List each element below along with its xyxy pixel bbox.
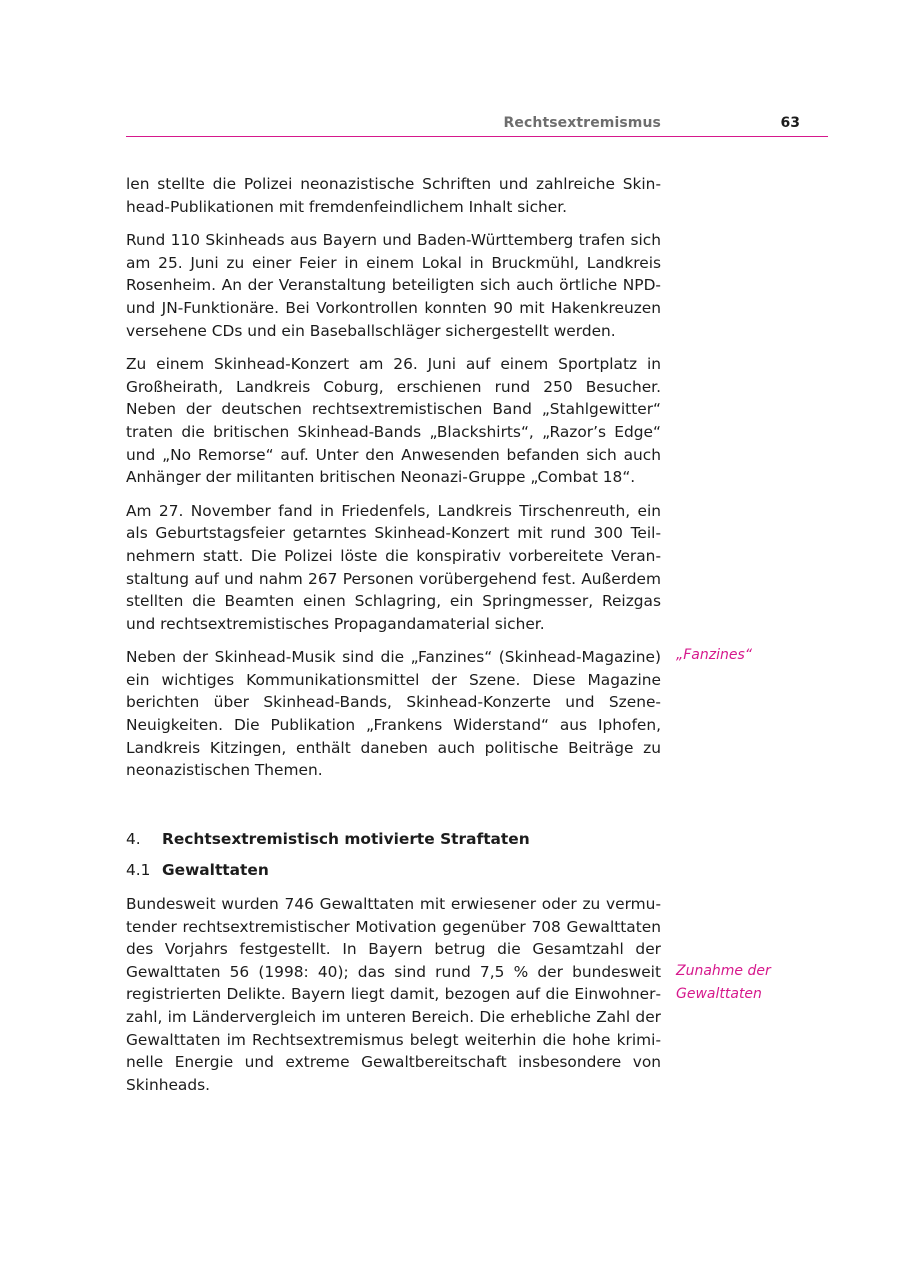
margin-note-line-2: Gewalttaten bbox=[676, 985, 762, 1002]
margin-note-fanzines: „Fanzines“ bbox=[676, 647, 753, 664]
subsection-number: 4.1 bbox=[126, 861, 151, 880]
paragraph-4: Am 27. November fand in Friedenfels, Landkreis Tirschenreuth, ein als Geburtstagsfeier getarntes Skinhead-Konzert mit rund 300 Teilnehmern statt. Die Polizei löste die konspirativ vorbereitete Veranstaltung auf und nahm 267 Personen vorübergehend fest. Außerdem stellten die Beamten einen Schlagring, ein Springmesser, Reizgas und rechtsextremistisches Propagandamaterial sicher. bbox=[126, 501, 661, 633]
subsection-title: Gewalttaten bbox=[162, 861, 269, 880]
paragraph-1: len stellte die Polizei neonazistische Schriften und zahlreiche Skinhead-Publikationen mit fremdenfeindlichem Inhalt sicher. bbox=[126, 175, 661, 216]
paragraph-5: Neben der Skinhead-Musik sind die „Fanzines“ (Skinhead-Magazine) ein wichtiges Kommunikationsmittel der Szene. Diese Magazine berichten über Skinhead-Bands, Skinhead-Konzerte und Szene-Neuigkeiten. Die Publikation „Frankens Widerstand“ aus Iphofen, Landkreis Kitzingen, enthält daneben auch politische Beiträge zu neonazistischen Themen. bbox=[126, 648, 661, 780]
subsection-heading bbox=[126, 859, 661, 882]
paragraph-2: Rund 110 Skinheads aus Bayern und Baden-Württemberg trafen sich am 25. Juni zu einer Feier in einem Lokal in Bruckmühl, Landkreis Rosenheim. An der Veranstaltung beteiligten sich auch örtliche NPD- und JN-Funktionäre. Bei Vorkontrollen konnten 90 mit Hakenkreuzen versehene CDs und ein Baseballschläger sichergestellt werden. bbox=[126, 231, 661, 340]
paragraph-gewalttaten: Bundesweit wurden 746 Gewalttaten mit erwiesener oder zu vermutender rechtsextremistischer Motivation gegenüber 708 Gewalttaten des Vorjahrs festgestellt. In Bayern betrug die Gesamtzahl der Gewalttaten 56 (1998: 40); das sind rund 7,5 % der bundesweit registrierten Delikte. Bayern liegt damit, bezogen auf die Einwohnerzahl, im Ländervergleich im unteren Bereich. Die erhebliche Zahl der Gewalttaten im Rechtsextremismus belegt weiterhin die hohe kriminelle Energie und extreme Gewaltbereitschaft insbesondere von Skinheads. bbox=[126, 895, 661, 1094]
section-title: Rechtsextremistisch motivierte Straftaten bbox=[162, 829, 530, 848]
main-column bbox=[126, 173, 771, 1107]
page-number: 63 bbox=[780, 115, 800, 131]
paragraph-3: Zu einem Skinhead-Konzert am 26. Juni auf einem Sportplatz in Großheirath, Landkreis Coburg, erschienen rund 250 Besucher. Neben der deutschen rechtsextremistischen Band „Stahlgewitter“ traten die britischen Skinhead-Bands „Blackshirts“, „Razor’s Edge“ und „No Remorse“ auf. Unter den Anwesenden befanden sich auch Anhänger der militanten britischen Neonazi-Gruppe „Combat 18“. bbox=[126, 355, 661, 487]
section-number: 4. bbox=[126, 829, 141, 848]
margin-note-gewalttaten bbox=[676, 960, 826, 1005]
running-header bbox=[126, 114, 828, 137]
header-title: Rechtsextremismus bbox=[503, 115, 661, 131]
gewalttaten-block bbox=[126, 893, 771, 1096]
fanzines-block bbox=[126, 646, 753, 782]
section-heading bbox=[126, 828, 661, 851]
margin-note-line-1: Zunahme der bbox=[676, 963, 771, 980]
